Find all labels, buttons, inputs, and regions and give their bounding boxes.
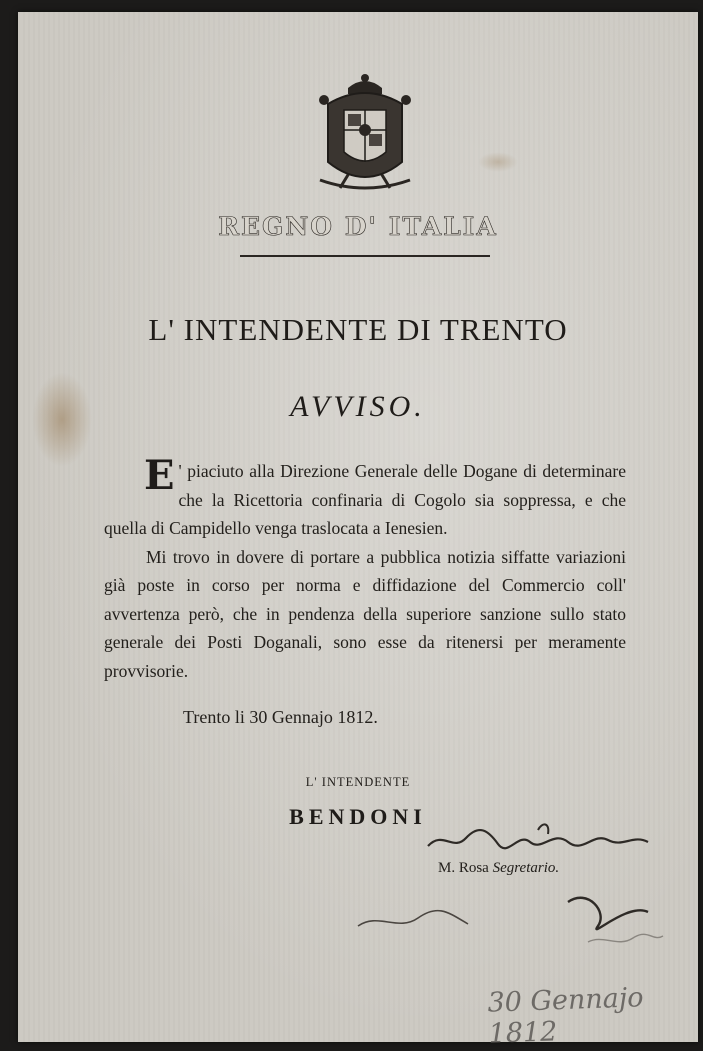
drop-cap: E [144,452,175,499]
secretary-name: M. Rosa [438,860,489,876]
body-paragraph: Mi trovo in dovere di portare a pubblica notizia siffatte variazioni già poste in corso per norma e diffidazione del Commercio coll' avvertenza però, che in pendenza della superiore sanzione sullo stato generale dei Posti Doganali, sono esse da ritenersi per meramente provvisorie. [104,546,626,681]
coat-of-arms-emblem [310,70,420,200]
heading-divider [240,255,490,257]
authority-heading: L' INTENDENTE DI TRENTO [148,312,568,347]
kingdom-heading: REGNO D' ITALIA [218,212,498,241]
signature-title: L' INTENDENTE [305,775,411,789]
document-sheet [18,12,698,1050]
secretary-line [438,860,559,877]
secretary-role: Segretario. [492,860,560,876]
handwritten-signature [348,882,668,972]
stain-mark [478,152,518,172]
handwritten-date: 30 Gennajo 1812 [486,982,644,1050]
dateline: Trento li 30 Gennajo 1812. [183,707,378,727]
notice-body [104,452,626,685]
signature-name: BENDONI [289,804,427,829]
paragraph-text: ' piaciuto alla Direzione Generale delle Dogane di determinare che la Ricettoria confinaria di Cogolo sia soppressa, e che quella di Campidello venga traslocata a Ienesien. [104,461,626,538]
body-paragraph [104,452,626,543]
notice-title: AVVISO. [290,390,426,423]
handwritten-signature [418,812,658,862]
